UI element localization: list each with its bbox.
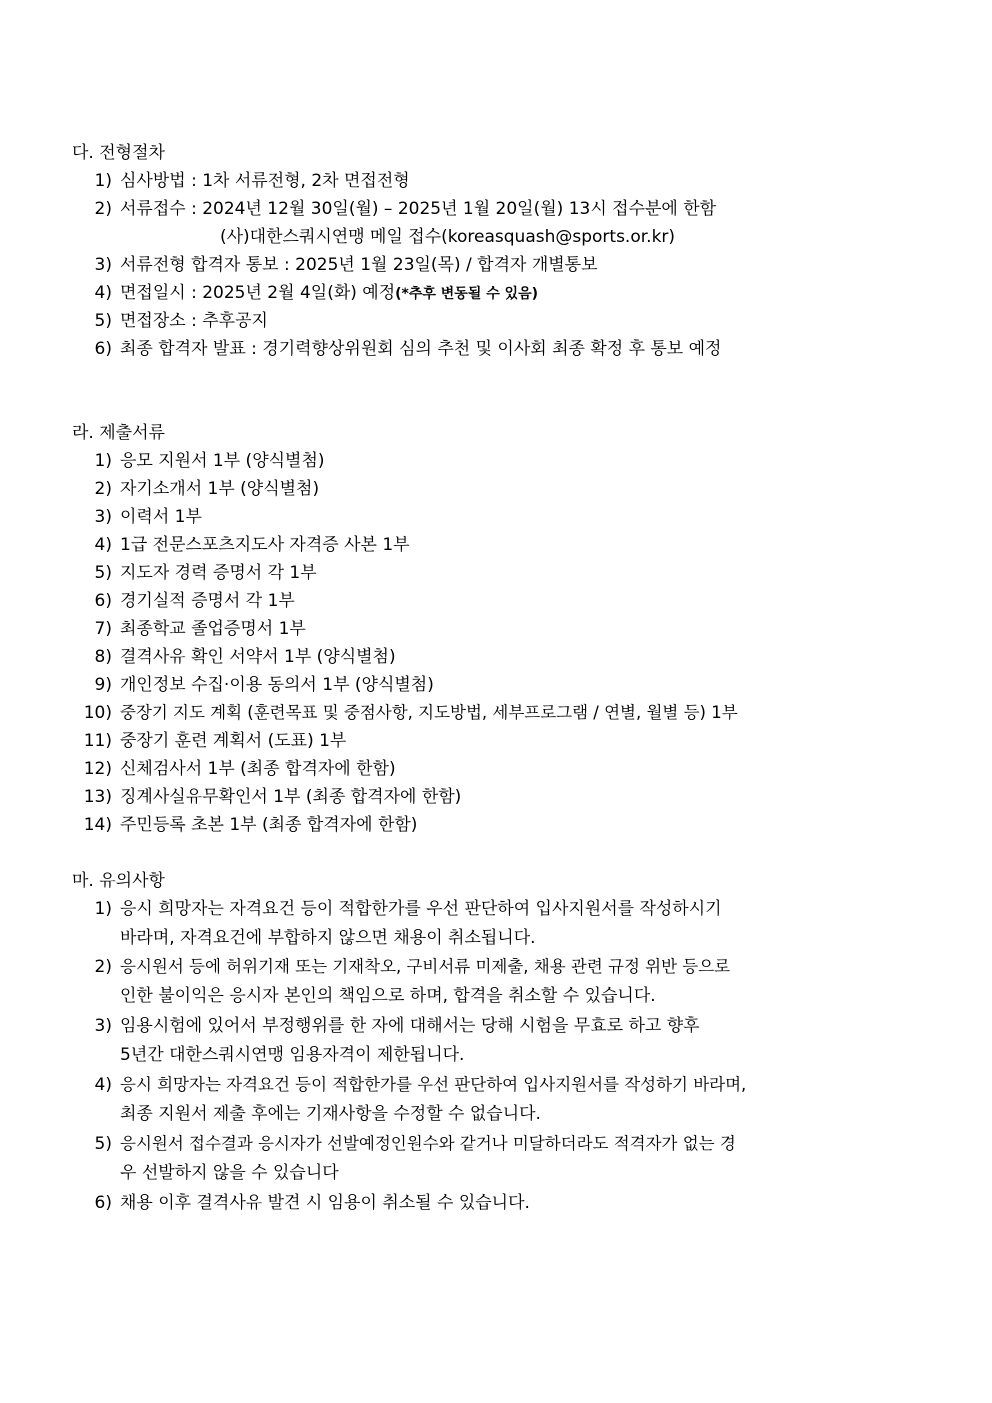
item-text: 중장기 지도 계획 (훈련목표 및 중점사항, 지도방법, 세부프로그램 / 연별, 월별 등) 1부	[120, 703, 738, 722]
item-text: 1급 전문스포츠지도사 자격증 사본 1부	[120, 535, 410, 555]
item-text-continued: 우 선발하지 않을 수 있습니다	[120, 1163, 339, 1183]
item-text: 면접일시 : 2025년 2월 4일(화) 예정	[120, 283, 396, 303]
list-item	[0, 675, 992, 703]
item-text-continued: 바라며, 자격요건에 부합하지 않으면 채용이 취소됩니다.	[120, 928, 536, 948]
item-text: 응시 희망자는 자격요건 등이 적합한가를 우선 판단하여 입사지원서를 작성하기 바라며,	[120, 1075, 747, 1094]
item-number: 4)	[94, 1075, 112, 1095]
item-number: 3)	[94, 507, 112, 527]
list-item	[0, 899, 992, 927]
list-item	[0, 255, 992, 283]
item-text: 최종학교 졸업증명서 1부	[120, 619, 306, 639]
list-item	[0, 1016, 992, 1044]
item-text: 주민등록 초본 1부 (최종 합격자에 한함)	[120, 815, 418, 835]
item-note: (*추후 변동될 수 있음)	[395, 286, 539, 302]
item-text: 응모 지원서 1부 (양식별첨)	[120, 451, 325, 471]
list-item	[0, 1075, 992, 1103]
item-number: 13)	[83, 787, 112, 807]
list-item	[0, 507, 992, 535]
list-item	[0, 339, 992, 367]
list-item	[0, 731, 992, 759]
section-heading-documents: 라. 제출서류	[72, 423, 165, 443]
list-item	[0, 787, 992, 815]
list-item	[0, 199, 992, 227]
item-number: 1)	[94, 899, 112, 919]
item-text: 응시원서 등에 허위기재 또는 기재착오, 구비서류 미제출, 채용 관련 규정 위반 등으로	[120, 957, 731, 976]
item-number: 6)	[94, 1193, 112, 1213]
item-number: 5)	[94, 311, 112, 331]
item-text: 지도자 경력 증명서 각 1부	[120, 563, 317, 583]
item-text-continued: (사)대한스쿼시연맹 메일 접수(koreasquash@sports.or.kr)	[220, 227, 676, 247]
list-item-continuation	[0, 1163, 992, 1191]
list-item	[0, 647, 992, 675]
item-number: 3)	[94, 1016, 112, 1036]
item-number: 12)	[83, 759, 112, 779]
item-text-continued: 인한 불이익은 응시자 본인의 책임으로 하며, 합격을 취소할 수 있습니다.	[120, 986, 656, 1006]
item-number: 2)	[94, 957, 112, 977]
list-item	[0, 591, 992, 619]
list-item	[0, 1193, 992, 1221]
item-text: 서류전형 합격자 통보 : 2025년 1월 23일(목) / 합격자 개별통보	[120, 255, 598, 275]
list-item	[0, 619, 992, 647]
section-heading-procedure: 다. 전형절차	[72, 143, 165, 163]
item-number: 1)	[94, 171, 112, 191]
item-text-continued: 최종 지원서 제출 후에는 기재사항을 수정할 수 없습니다.	[120, 1104, 541, 1124]
item-number: 7)	[94, 619, 112, 639]
item-number: 4)	[94, 283, 112, 303]
list-item-continuation	[0, 1045, 992, 1073]
item-text: 경기실적 증명서 각 1부	[120, 591, 295, 611]
item-number: 5)	[94, 563, 112, 583]
item-text: 결격사유 확인 서약서 1부 (양식별첨)	[120, 647, 396, 667]
item-text: 응시원서 접수결과 응시자가 선발예정인원수와 같거나 미달하더라도 적격자가 없는 경	[120, 1134, 736, 1153]
list-item	[0, 703, 992, 731]
list-item	[0, 311, 992, 339]
list-item	[0, 171, 992, 199]
item-number: 4)	[94, 535, 112, 555]
item-number: 6)	[94, 339, 112, 359]
list-item	[0, 479, 992, 507]
item-text: 임용시험에 있어서 부정행위를 한 자에 대해서는 당해 시험을 무효로 하고 향후	[120, 1016, 700, 1036]
list-item-continuation	[0, 986, 992, 1014]
item-number: 11)	[83, 731, 112, 751]
list-item-continuation	[0, 227, 992, 255]
item-number: 3)	[94, 255, 112, 275]
item-number: 6)	[94, 591, 112, 611]
item-number: 2)	[94, 199, 112, 219]
item-text: 서류접수 : 2024년 12월 30일(월) – 2025년 1월 20일(월) 13시 접수분에 한함	[120, 199, 717, 219]
item-number: 10)	[83, 703, 112, 723]
list-item	[0, 535, 992, 563]
item-text: 심사방법 : 1차 서류전형, 2차 면접전형	[120, 171, 410, 191]
item-number: 2)	[94, 479, 112, 499]
item-number: 14)	[83, 815, 112, 835]
item-number: 1)	[94, 451, 112, 471]
list-item	[0, 957, 992, 985]
section-heading-notes: 마. 유의사항	[72, 871, 165, 891]
item-text: 개인정보 수집·이용 동의서 1부 (양식별첨)	[120, 675, 434, 695]
list-item	[0, 563, 992, 591]
item-text: 자기소개서 1부 (양식별첨)	[120, 479, 320, 499]
item-text: 최종 합격자 발표 : 경기력향상위원회 심의 추천 및 이사회 최종 확정 후 통보 예정	[120, 339, 722, 359]
item-text: 채용 이후 결격사유 발견 시 임용이 취소될 수 있습니다.	[120, 1193, 530, 1213]
item-number: 8)	[94, 647, 112, 667]
item-text: 징계사실유무확인서 1부 (최종 합격자에 한함)	[120, 787, 462, 807]
item-text: 이력서 1부	[120, 507, 202, 527]
list-item	[0, 815, 992, 843]
item-text: 면접장소 : 추후공지	[120, 311, 268, 331]
list-item-continuation	[0, 928, 992, 956]
item-text-continued: 5년간 대한스쿼시연맹 임용자격이 제한됩니다.	[120, 1045, 465, 1065]
item-number: 5)	[94, 1134, 112, 1154]
item-text-wrap	[120, 283, 538, 304]
item-text: 중장기 훈련 계획서 (도표) 1부	[120, 731, 347, 751]
item-number: 9)	[94, 675, 112, 695]
list-item	[0, 451, 992, 479]
item-text: 신체검사서 1부 (최종 합격자에 한함)	[120, 759, 396, 779]
list-item	[0, 759, 992, 787]
list-item	[0, 1134, 992, 1162]
list-item-continuation	[0, 1104, 992, 1132]
list-item	[0, 283, 992, 311]
item-text: 응시 희망자는 자격요건 등이 적합한가를 우선 판단하여 입사지원서를 작성하시기	[120, 899, 722, 919]
